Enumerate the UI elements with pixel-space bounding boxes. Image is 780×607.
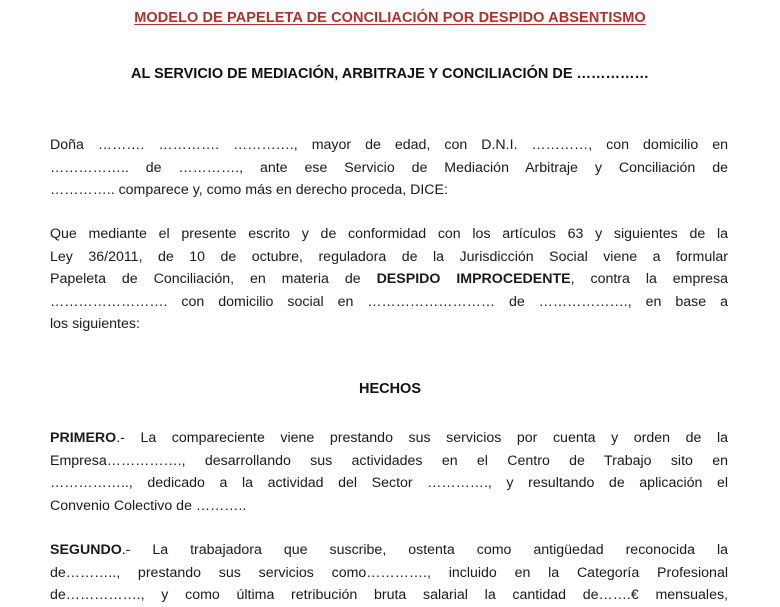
- body-paragraph: [50, 223, 728, 336]
- fact-label: PRIMERO: [50, 430, 117, 446]
- fact-line: [50, 539, 728, 562]
- intro-line: …………….. de …………., ante ese Servicio de Mediación Arbitraje y Conciliación de: [50, 159, 728, 176]
- document-subtitle: AL SERVICIO DE MEDIACIÓN, ARBITRAJE Y CONCILIACIÓN DE ……………: [130, 66, 650, 82]
- body-line: los siguientes:: [50, 316, 140, 333]
- body-line-text: Papeleta de Conciliación, en materia de: [50, 271, 361, 288]
- fact-line-text: .- La trabajadora que suscribe, ostenta como antigüedad reconocida la: [121, 542, 728, 558]
- fact-label: SEGUNDO: [50, 542, 122, 558]
- fact-line: [50, 427, 728, 450]
- document-title: MODELO DE PAPELETA DE CONCILIACIÓN POR DESPIDO ABSENTISMO: [134, 10, 646, 26]
- body-line: Que mediante el presente escrito y de conformidad con los artículos 63 y siguientes de la: [50, 226, 728, 242]
- fact-segundo: [50, 539, 728, 607]
- body-line: ……………………. con domicilio social en ……………………… de ………………., en base a: [50, 293, 728, 310]
- fact-line: Empresa……………., desarrollando sus actividades en el Centro de Trabajo sito en: [50, 452, 728, 469]
- dismissal-type-emphasis: DESPIDO IMPROCEDENTE: [376, 271, 571, 288]
- intro-paragraph: [50, 134, 728, 202]
- intro-line: ………….. comparece y, como más en derecho proceda, DICE:: [50, 182, 448, 199]
- fact-line: de……………., y como última retribución bruta salarial la cantidad de…….€ mensuales,: [50, 587, 728, 604]
- fact-line: Convenio Colectivo de ………..: [50, 497, 247, 514]
- body-line: Ley 36/2011, de 10 de octubre, reguladora de la Jurisdicción Social viene a formular: [50, 248, 728, 265]
- fact-line: de……….., prestando sus servicios como…………., incluido en la Categoría Profesional: [50, 564, 728, 581]
- intro-line: Doña ………. …………. …………., mayor de edad, con D.N.I. …………, con domicilio en: [50, 137, 728, 153]
- section-heading-hechos: HECHOS: [358, 381, 422, 397]
- body-line-text: , contra la empresa: [570, 271, 728, 288]
- fact-primero: [50, 427, 728, 517]
- fact-line-text: .- La compareciente viene prestando sus servicios por cuenta y orden de la: [116, 430, 728, 446]
- body-line: [50, 268, 728, 291]
- fact-line: …………….., dedicado a la actividad del Sector …………., y resultando de aplicación el: [50, 475, 728, 492]
